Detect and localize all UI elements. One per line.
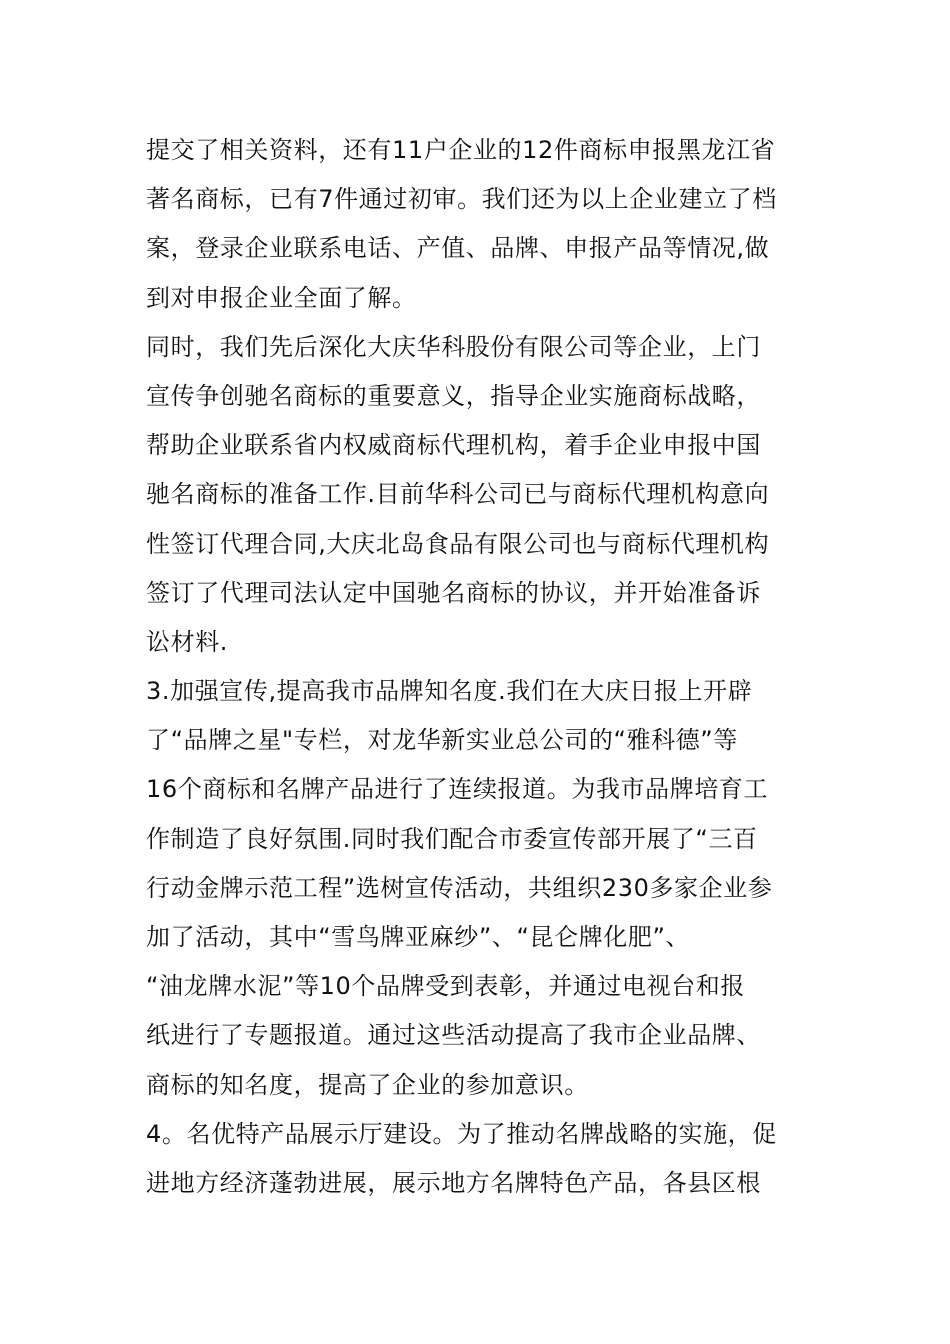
text-line: 帮助企业联系省内权威商标代理机构，着手企业申报中国 bbox=[146, 431, 761, 460]
text-line: 3.加强宣传,提高我市品牌知名度.我们在大庆日报上开辟 bbox=[146, 677, 753, 706]
text-line: 案，登录企业联系电话、产值、品牌、申报产品等情况,做 bbox=[146, 234, 770, 263]
text-line: “油龙牌水泥”等10个品牌受到表彰，并通过电视台和报 bbox=[146, 972, 746, 1001]
text-line: 性签订代理合同,大庆北岛食品有限公司也与商标代理机构 bbox=[146, 529, 770, 558]
body-text bbox=[146, 126, 826, 1208]
text-line: 商标的知名度，提高了企业的参加意识。 bbox=[146, 1070, 589, 1099]
text-line: 4。名优特产品展示厅建设。为了推动名牌战略的实施，促 bbox=[146, 1119, 777, 1148]
text-line: 进地方经济蓬勃进展，展示地方名牌特色产品，各县区根 bbox=[146, 1168, 761, 1197]
text-line: 加了活动，其中“雪鸟牌亚麻纱”、“昆仑牌化肥”、 bbox=[146, 923, 691, 951]
text-line: 作制造了良好氛围.同时我们配合市委宣传部开展了“三百 bbox=[146, 824, 758, 853]
text-line: 驰名商标的准备工作.目前华科公司已与商标代理机构意向 bbox=[146, 480, 770, 509]
text-line: 著名商标，已有7件通过初审。我们还为以上企业建立了档 bbox=[146, 185, 777, 214]
text-line: 同时，我们先后深化大庆华科股份有限公司等企业，上门 bbox=[146, 332, 761, 361]
text-line: 到对申报企业全面了解。 bbox=[146, 283, 417, 312]
text-line: 提交了相关资料，还有11户企业的12件商标申报黑龙江省 bbox=[146, 136, 776, 164]
text-line: 行动金牌示范工程”选树宣传活动，共组织230多家企业参 bbox=[146, 873, 773, 902]
text-line: 纸进行了专题报道。通过这些活动提高了我市企业品牌、 bbox=[146, 1021, 761, 1050]
text-line: 了“品牌之星"专栏，对龙华新实业总公司的“雅科德”等 bbox=[146, 726, 738, 755]
text-line: 16个商标和名牌产品进行了连续报道。为我市品牌培育工 bbox=[146, 775, 769, 804]
text-line: 签订了代理司法认定中国驰名商标的协议，并开始准备诉 bbox=[146, 578, 761, 607]
text-line: 宣传争创驰名商标的重要意义，指导企业实施商标战略， bbox=[146, 381, 761, 410]
text-line: 讼材料. bbox=[146, 627, 229, 656]
